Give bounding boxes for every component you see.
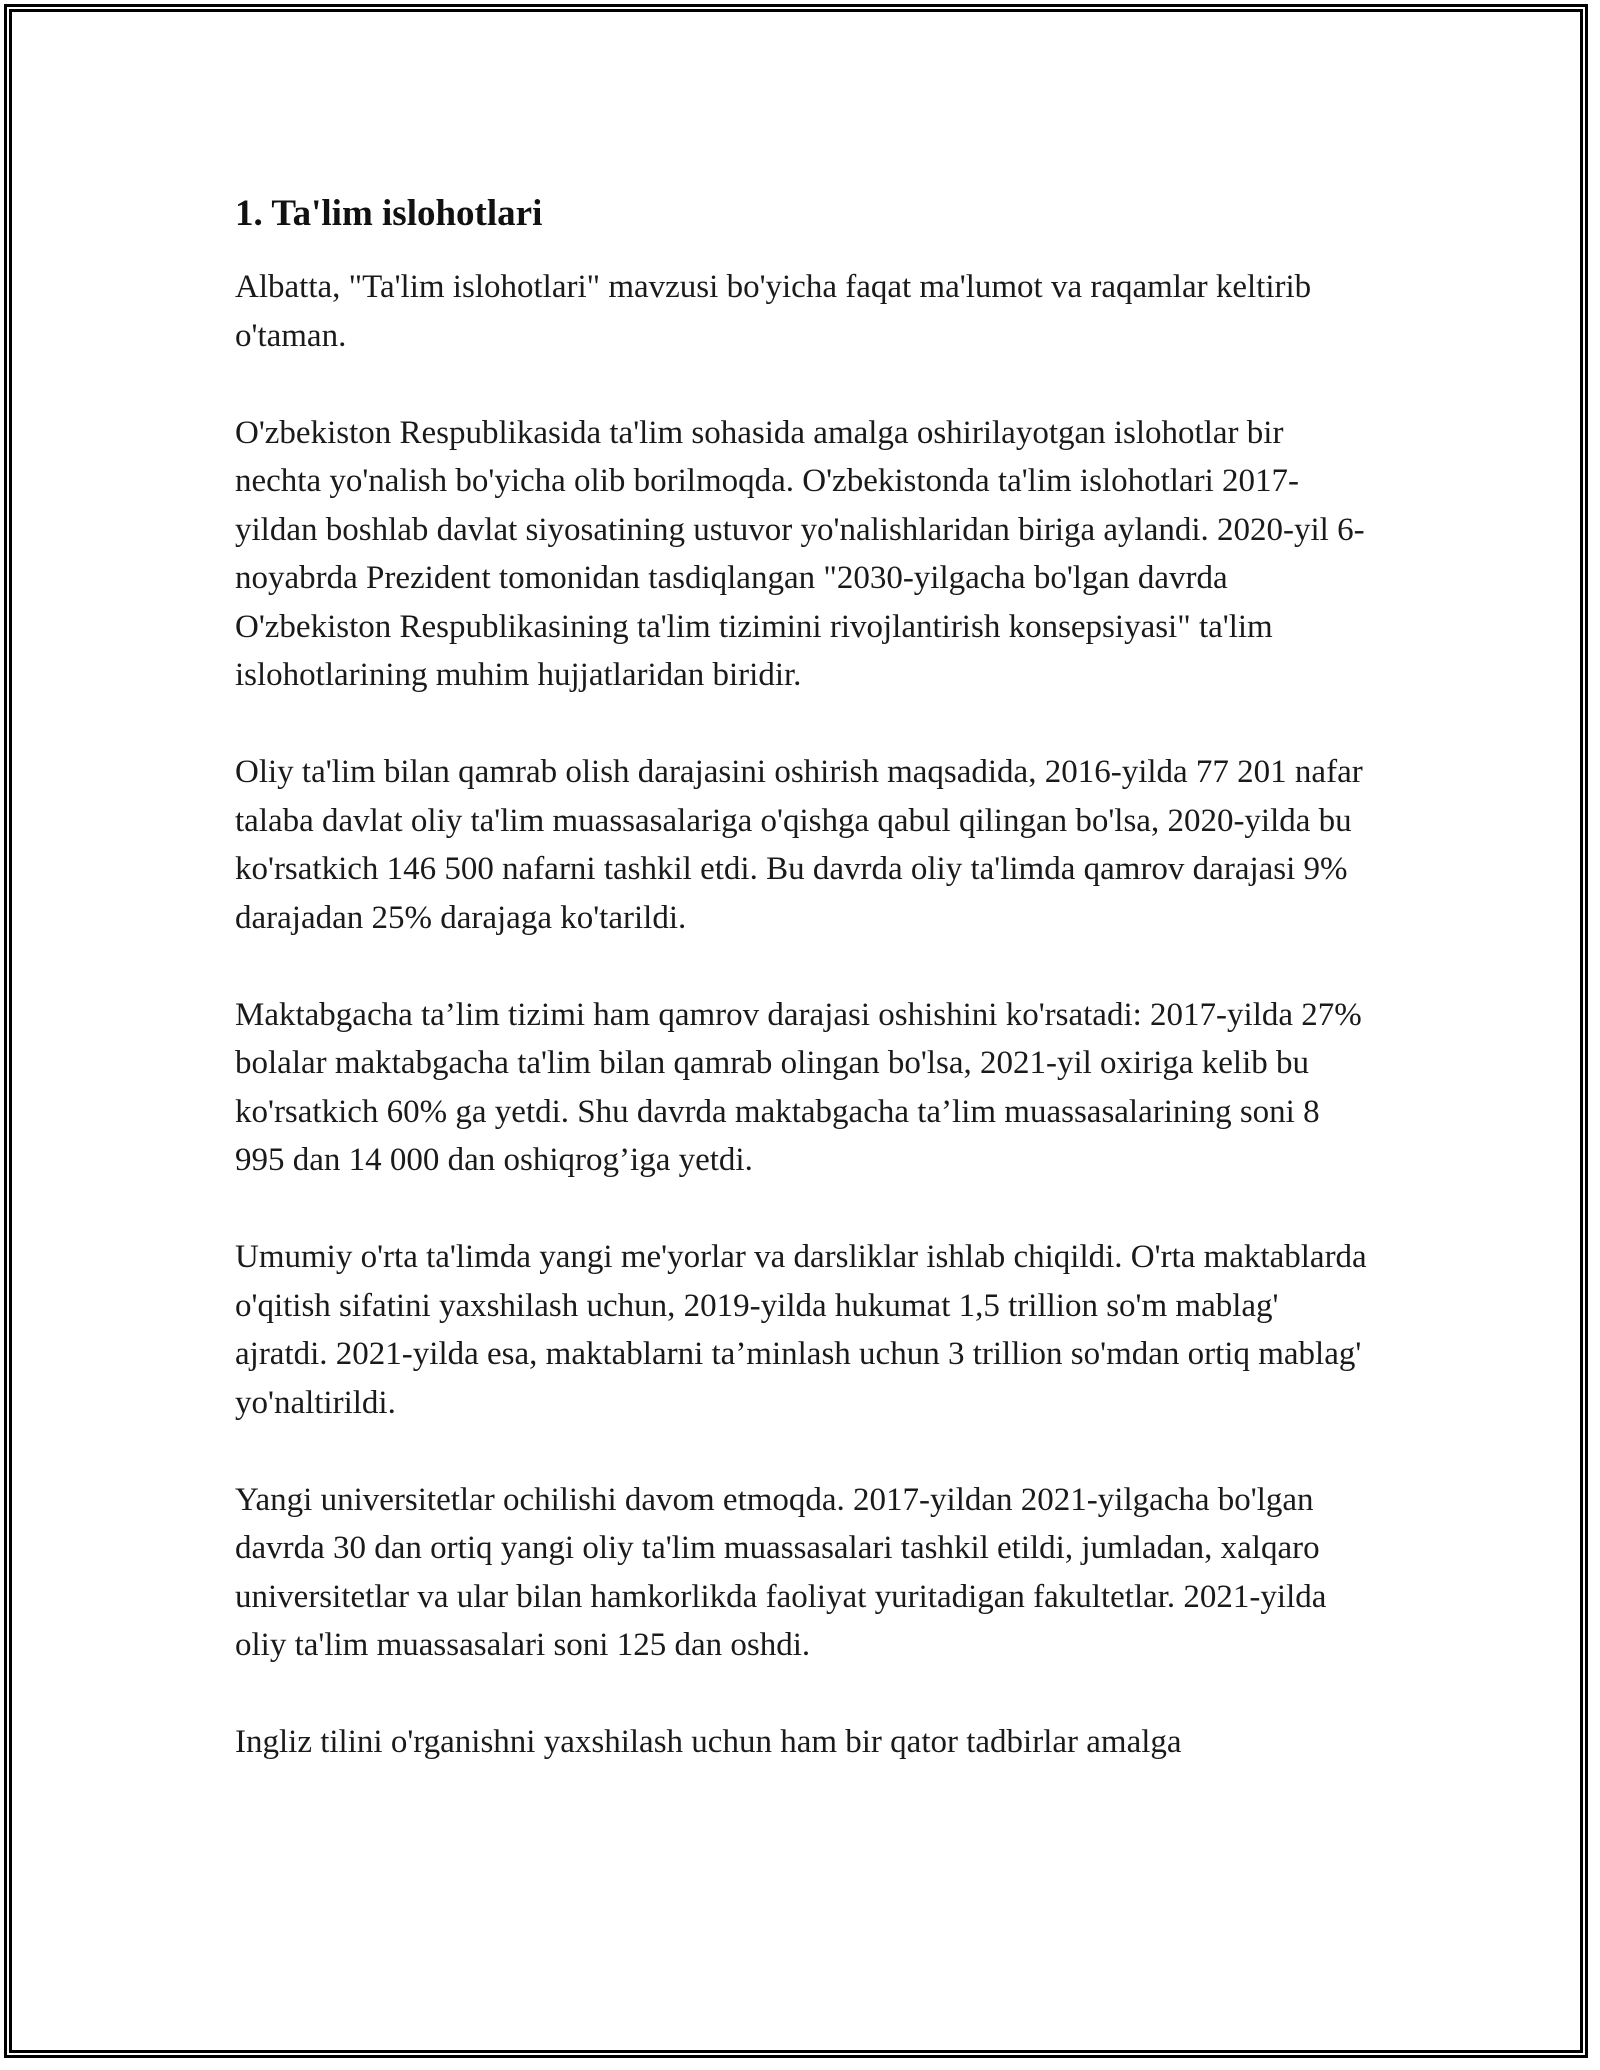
paragraph-secondary-education: Umumiy o'rta ta'limda yangi me'yorlar va darsliklar ishlab chiqildi. O'rta maktablarda o'qitish sifatini yaxshilash uchun, 2019-yilda hukumat 1,5 trillion so'm mablag' ajratdi. 2021-yilda esa, maktablarni ta’minlash uchun 3 trillion so'mdan ortiq mablag' yo'naltirildi. [235,1239,1367,1421]
paragraph-overview: O'zbekiston Respublikasida ta'lim sohasida amalga oshirilayotgan islohotlar bir nechta yo'nalish bo'yicha olib borilmoqda. O'zbekistonda ta'lim islohotlari 2017-yildan boshlab davlat siyosatining ustuvor yo'nalishlaridan biriga aylandi. 2020-yil 6-noyabrda Prezident tomonidan tasdiqlangan "2030-yilgacha bo'lgan davrda O'zbekiston Respublikasining ta'lim tizimini rivojlantirish konsepsiyasi" ta'lim islohotlarining muhim hujjatlaridan biridir. [235,414,1365,693]
paragraph-preschool: Maktabgacha ta’lim tizimi ham qamrov darajasi oshishini ko'rsatadi: 2017-yilda 27% bolalar maktabgacha ta'lim bilan qamrab olingan bo'lsa, 2021-yil oxiriga kelib bu ko'rsatkich 60% ga yetdi. Shu davrda maktabgacha ta’lim muassasalarining soni 8 995 dan 14 000 dan oshiqrog’iga yetdi. [235,996,1362,1178]
paragraph-intro: Albatta, "Ta'lim islohotlari" mavzusi bo'yicha faqat ma'lumot va raqamlar keltirib o'taman. [235,269,1312,354]
document-body [235,190,1375,1815]
paragraph-new-universities: Yangi universitetlar ochilishi davom etmoqda. 2017-yildan 2021-yilgacha bo'lgan davrda 30 dan ortiq yangi oliy ta'lim muassasalari tashkil etildi, jumladan, xalqaro universitetlar va ular bilan hamkorlikda faoliyat yuritadigan fakultetlar. 2021-yilda oliy ta'lim muassasalari soni 125 dan oshdi. [235,1481,1327,1663]
section-heading: 1. Ta'lim islohotlari [235,193,543,234]
paragraph-higher-education: Oliy ta'lim bilan qamrab olish darajasini oshirish maqsadida, 2016-yilda 77 201 nafar talaba davlat oliy ta'lim muassasalariga o'qishga qabul qilingan bo'lsa, 2020-yilda bu ko'rsatkich 146 500 nafarni tashkil etdi. Bu davrda oliy ta'limda qamrov darajasi 9% darajadan 25% darajaga ko'tarildi. [235,754,1363,936]
paragraph-english-learning: Ingliz tilini o'rganishni yaxshilash uchun ham bir qator tadbirlar amalga [235,1724,1182,1760]
